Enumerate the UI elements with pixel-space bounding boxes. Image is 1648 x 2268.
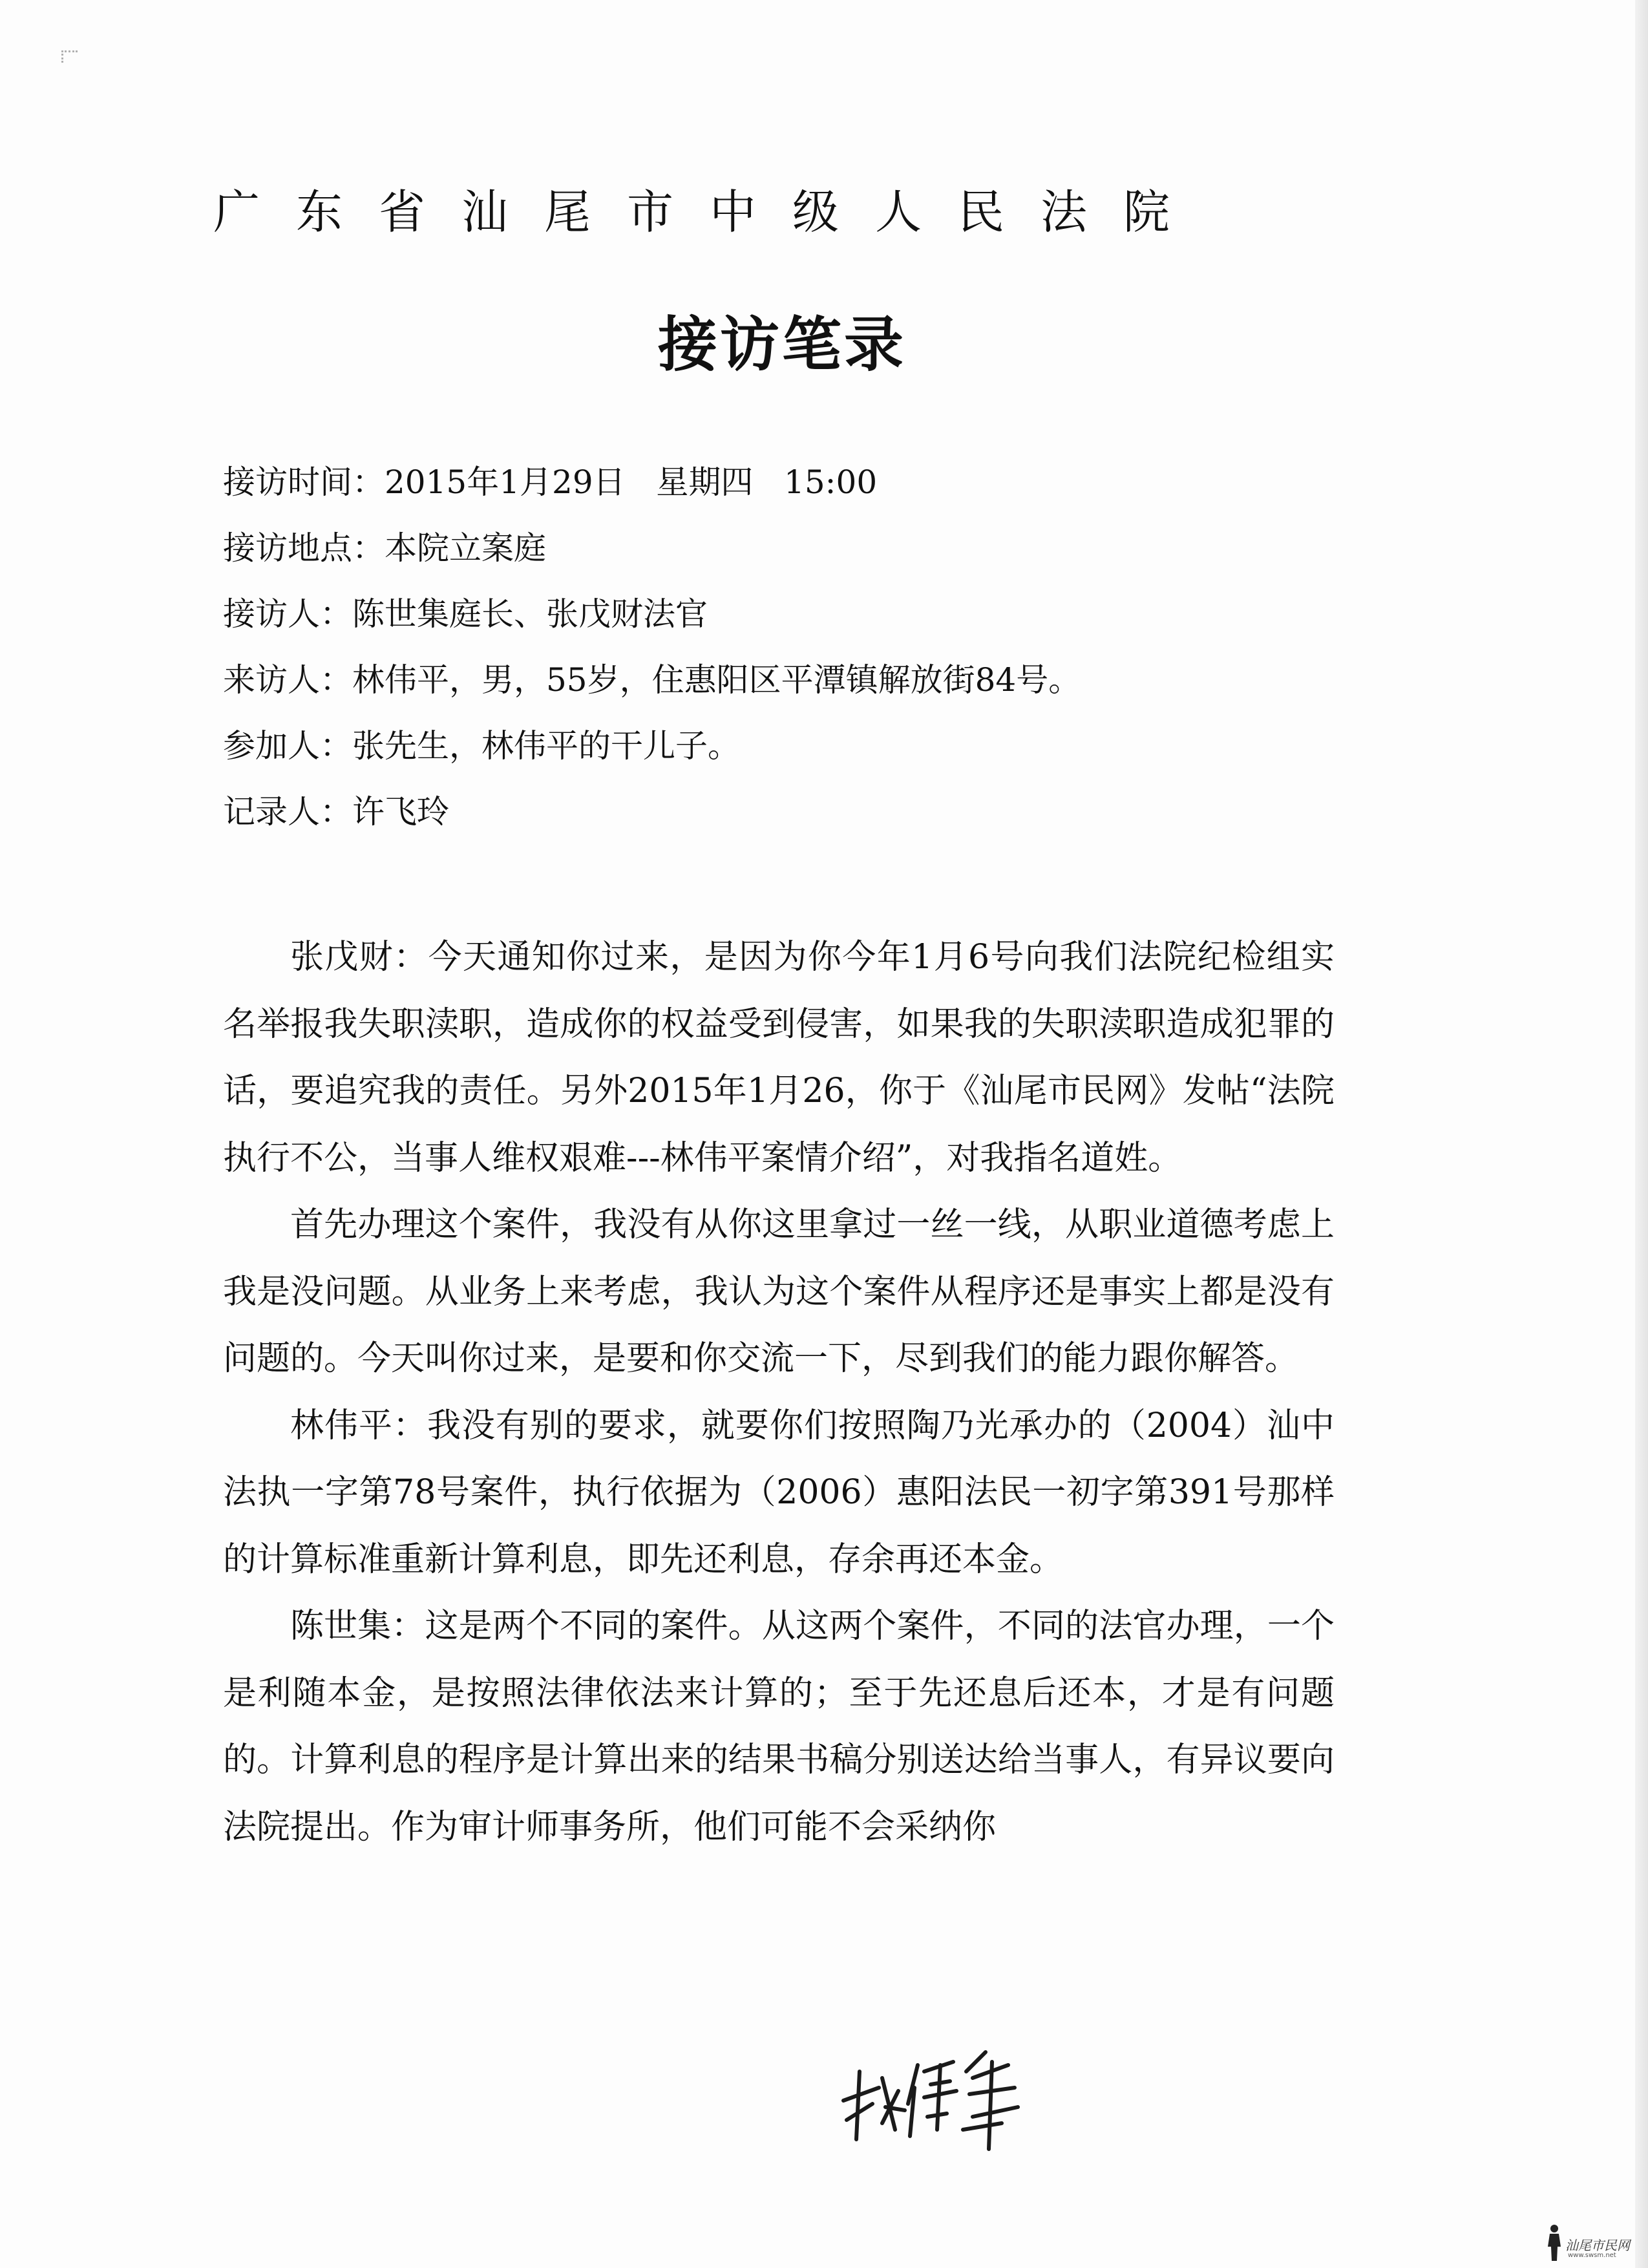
scan-edge-shadow: [1635, 0, 1648, 2268]
meta-visit-time: 接访时间：2015年1月29日 星期四 15:00: [223, 463, 878, 501]
paragraph-chen-response: 陈世集：这是两个不同的案件。从这两个案件，不同的法官办理，一个是利随本金，是按照法律依法来计算的；至于先还息后还本，才是有问题的。计算利息的程序是计算出来的结果书稿分别送达给当事人，有异议要向法院提出。作为审计师事务所，他们可能不会采纳你: [223, 1607, 1335, 1847]
meta-attendee: 参加人：张先生，林伟平的干儿子。: [223, 727, 740, 765]
signature-stroke: [963, 2052, 1018, 2149]
meta-visitor: 来访人：林伟平，男，55岁，住惠阳区平潭镇解放街84号。: [223, 661, 1081, 699]
person-silhouette-icon: [1545, 2223, 1564, 2262]
meta-recorder: 记录人：许飞玲: [223, 793, 449, 831]
paragraph-zhang-statement: 张戊财：今天通知你过来，是因为你今年1月6号向我们法院纪检组实名举报我失职渎职，造成你的权益受到侵害，如果我的失职渎职造成犯罪的话，要追究我的责任。另外2015年1月26，你于《汕尾市民网》发帖“法院执行不公，当事人维权艰难---林伟平案情介绍”，对我指名道姓。: [223, 938, 1335, 1178]
meta-visit-location: 接访地点：本院立案庭: [223, 529, 546, 567]
document-title: 接访笔录: [657, 310, 906, 379]
court-name-heading: 广东省汕尾市中级人民法院: [213, 185, 1207, 239]
paragraph-zhang-continued: 首先办理这个案件，我没有从你这里拿过一丝一线，从职业道德考虑上我是没问题。从业务上来考虑，我认为这个案件从程序还是事实上都是没有问题的。今天叫你过来，是要和你交流一下，尽到我们的能力跟你解答。: [223, 1205, 1335, 1378]
site-watermark: [1545, 2223, 1642, 2262]
record-metadata: [223, 449, 1386, 845]
handwritten-signature: [834, 2026, 1028, 2156]
watermark-url: www.swsm.net: [1568, 2252, 1616, 2259]
meta-receptionists: 接访人：陈世集庭长、张戊财法官: [223, 595, 708, 633]
paragraph-lin-request: 林伟平：我没有别的要求，就要你们按照陶乃光承办的（2004）汕中法执一字第78号案件，执行依据为（2006）惠阳法民一初字第391号那样的计算标准重新计算利息，即先还利息，存余再还本金。: [223, 1406, 1335, 1579]
record-body: [223, 924, 1335, 1861]
signature-stroke: [843, 2072, 905, 2139]
signature-stroke: [908, 2062, 956, 2136]
scan-speck: [61, 50, 78, 63]
watermark-site-name: 汕尾市民网: [1565, 2238, 1630, 2253]
